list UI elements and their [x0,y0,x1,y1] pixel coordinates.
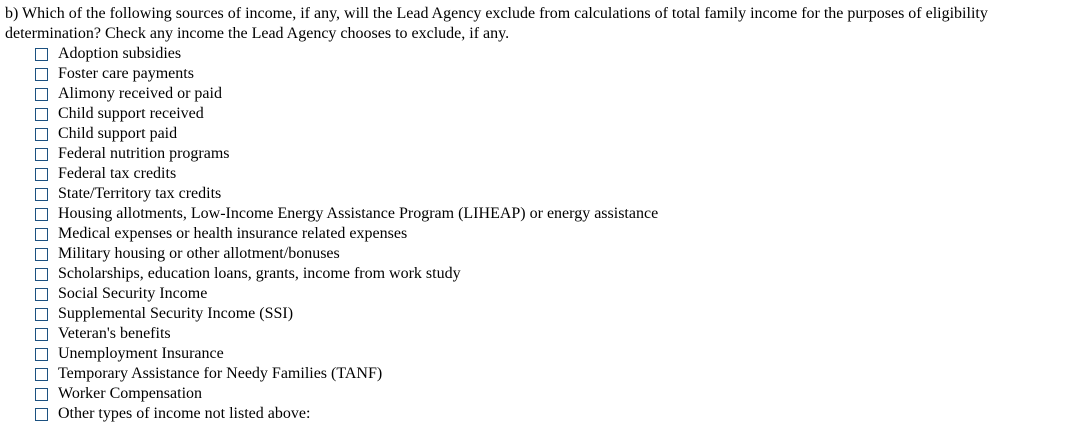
checkbox[interactable] [35,188,48,201]
option-label: Federal tax credits [58,165,177,182]
option-adoption-subsidies[interactable] [35,44,658,64]
checkbox[interactable] [35,268,48,281]
checkbox[interactable] [35,128,48,141]
option-label: Medical expenses or health insurance related expenses [58,225,408,242]
option-other-income[interactable] [35,404,658,424]
option-label: Other types of income not listed above: [58,405,311,422]
option-label: Supplemental Security Income (SSI) [58,305,294,322]
option-federal-tax-credits[interactable] [35,164,658,184]
checkbox[interactable] [35,288,48,301]
checkbox[interactable] [35,148,48,161]
option-label: Adoption subsidies [58,45,182,62]
option-child-support-paid[interactable] [35,124,658,144]
option-state-territory-tax-credits[interactable] [35,184,658,204]
option-medical-expenses[interactable] [35,224,658,244]
checkbox[interactable] [35,228,48,241]
checkbox[interactable] [35,368,48,381]
option-housing-allotments-liheap[interactable] [35,204,658,224]
option-tanf[interactable] [35,364,658,384]
checkbox[interactable] [35,208,48,221]
option-label: Alimony received or paid [58,85,222,102]
option-social-security-income[interactable] [35,284,658,304]
option-label: Scholarships, education loans, grants, income from work study [58,265,461,282]
checkbox[interactable] [35,108,48,121]
question-text: b) Which of the following sources of income, if any, will the Lead Agency exclude from calculations of total family income for the purposes of eligibility determination? Check any income the Lead Agency chooses to exclude, if any. [5,5,988,42]
option-label: Unemployment Insurance [58,345,224,362]
option-veterans-benefits[interactable] [35,324,658,344]
option-label: Child support paid [58,125,178,142]
option-label: Worker Compensation [58,385,203,402]
option-ssi[interactable] [35,304,658,324]
option-federal-nutrition-programs[interactable] [35,144,658,164]
checkbox[interactable] [35,168,48,181]
option-label: Temporary Assistance for Needy Families (TANF) [58,365,383,382]
checkbox[interactable] [35,48,48,61]
option-label: State/Territory tax credits [58,185,222,202]
checkbox[interactable] [35,388,48,401]
income-exclusion-options [35,44,658,424]
option-label: Housing allotments, Low-Income Energy Assistance Program (LIHEAP) or energy assistance [58,205,659,222]
checkbox[interactable] [35,68,48,81]
option-worker-compensation[interactable] [35,384,658,404]
checkbox[interactable] [35,248,48,261]
option-unemployment-insurance[interactable] [35,344,658,364]
option-label: Foster care payments [58,65,194,82]
option-military-housing[interactable] [35,244,658,264]
option-label: Social Security Income [58,285,208,302]
option-foster-care-payments[interactable] [35,64,658,84]
option-label: Military housing or other allotment/bonuses [58,245,340,262]
option-alimony[interactable] [35,84,658,104]
checkbox[interactable] [35,308,48,321]
option-label: Child support received [58,105,204,122]
checkbox[interactable] [35,408,48,421]
option-label: Federal nutrition programs [58,145,230,162]
option-child-support-received[interactable] [35,104,658,124]
option-scholarships-loans-grants[interactable] [35,264,658,284]
checkbox[interactable] [35,328,48,341]
checkbox[interactable] [35,88,48,101]
option-label: Veteran's benefits [58,325,171,342]
checkbox[interactable] [35,348,48,361]
